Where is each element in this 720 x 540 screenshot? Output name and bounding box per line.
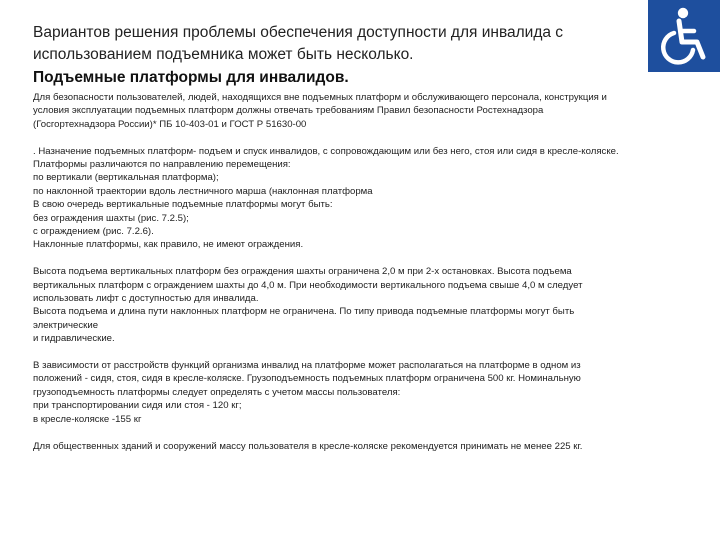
text-line: Наклонные платформы, как правило, не имеют ограждения.	[33, 239, 304, 251]
text-line: грузоподъемность платформы следует определять с учетом массы пользователя:	[33, 386, 401, 398]
text-line: по наклонной траектории вдоль лестничного марша (наклонная платформа	[33, 185, 373, 197]
text-line: Высота подъема вертикальных платформ без ограждения шахты ограничена 2,0 м при 2-х остановках. Высота подъема	[33, 266, 572, 278]
intro-text	[33, 22, 633, 66]
text-line: положений - сидя, стоя, сидя в кресле-коляске. Грузоподъемность подъемных платформ ограничена 500 кг. Номинальную	[33, 373, 581, 385]
text-line: по вертикали (вертикальная платформа);	[33, 172, 219, 184]
section-heading: Подъемные платформы для инвалидов.	[33, 69, 349, 86]
accessibility-logo	[648, 0, 720, 72]
text-line: Для безопасности пользователей, людей, находящихся вне подъемных платформ и обслуживающего персонала, конструкция и	[33, 92, 607, 103]
text-line: В свою очередь вертикальные подъемные платформы могут быть:	[33, 199, 333, 211]
text-line: вертикальных платформ с ограждением шахты до 4,0 м. При необходимости вертикального подъема свыше 4,0 м следует	[33, 279, 583, 291]
text-line: Высота подъема и длина пути наклонных платформ не ограничена. По типу привода подъемные платформы могут быть	[33, 306, 575, 318]
paragraph-height	[33, 265, 698, 345]
text-line: и гидравлические.	[33, 333, 115, 345]
text-line: в кресле-коляске -155 кг	[33, 413, 142, 425]
text-line: В зависимости от расстройств функций организма инвалид на платформе может располагаться на платформе в одном из	[33, 360, 581, 372]
text-line: Для общественных зданий и сооружений массу пользователя в кресле-коляске рекомендуется принимать не менее 225 кг.	[33, 440, 583, 452]
text-line: без ограждения шахты (рис. 7.2.5);	[33, 212, 189, 224]
text-line: (Госгортехнадзора России)* ПБ 10-403-01 и ГОСТ Р 51630-00	[33, 118, 307, 130]
wheelchair-icon	[648, 0, 720, 72]
text-line: использовать лифт с доступностью для инвалида.	[33, 293, 259, 305]
document-body	[33, 91, 698, 466]
text-line: . Назначение подъемных платформ- подъем и спуск инвалидов, с сопровождающим или без него, стоя или сидя в кресле-коляске.	[33, 145, 619, 157]
text-line: Платформы различаются по направлению перемещения:	[33, 159, 291, 171]
text-line: условия эксплуатации подъемных платформ должны отвечать требованиям Правил безопасности Ростехнадзора	[33, 105, 544, 117]
intro-line: Вариантов решения проблемы обеспечения доступности для инвалида с	[33, 24, 564, 41]
paragraph-capacity	[33, 359, 698, 426]
text-line: при транспортировании сидя или стоя - 120 кг;	[33, 400, 242, 412]
intro-line: использованием подъемника может быть несколько.	[33, 46, 414, 63]
paragraph-purpose	[33, 145, 698, 252]
paragraph-public-buildings	[33, 440, 698, 453]
paragraph-safety	[33, 91, 698, 131]
text-line: с ограждением (рис. 7.2.6).	[33, 226, 154, 238]
text-line: электрические	[33, 319, 99, 331]
